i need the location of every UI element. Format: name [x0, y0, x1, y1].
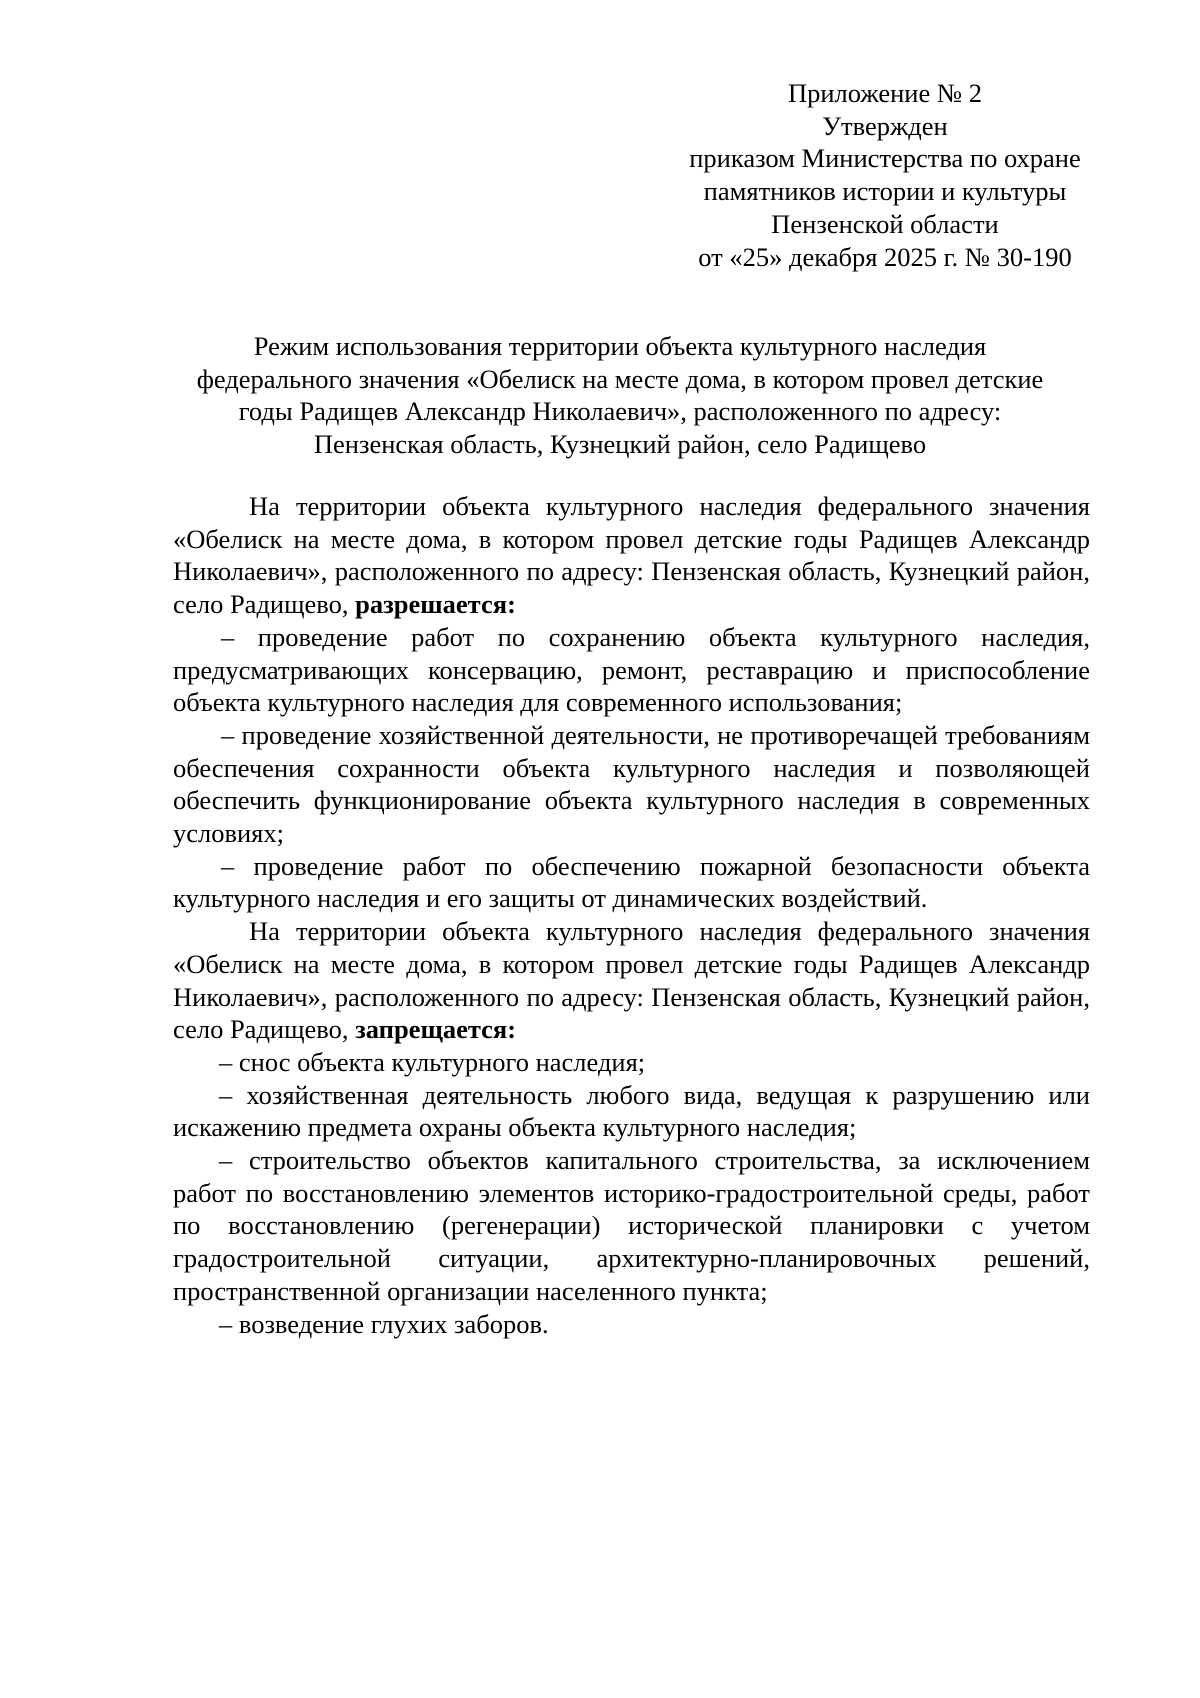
allowed-intro-text: На территории объекта культурного наследия федерального значения «Обелиск на месте дома, в котором провел детские годы Радищев Александр Николаевич», расположенного по адресу: Пензенская область, Кузнецкий район, село Радищево,	[173, 491, 1090, 620]
forbidden-intro-text: На территории объекта культурного наследия федерального значения «Обелиск на месте дома, в котором провел детские годы Радищев Александр Николаевич», расположенного по адресу: Пензенская область, Кузнецкий район, село Радищево,	[173, 916, 1090, 1045]
forbidden-keyword: запрещается:	[355, 1014, 517, 1045]
forbidden-item: – хозяйственная деятельность любого вида, ведущая к разрушению или искажению предмета охраны объекта культурного наследия;	[173, 1079, 1090, 1143]
allowed-item: – проведение работ по сохранению объекта культурного наследия, предусматривающих консервацию, ремонт, реставрацию и приспособление объекта культурного наследия для современного использования;	[173, 621, 1090, 718]
approval-block	[680, 77, 1090, 273]
appendix-number: Приложение № 2	[787, 78, 982, 108]
approved-label: Утвержден	[822, 110, 948, 141]
title-line: годы Радищев Александр Николаевич», расположенного по адресу:	[238, 396, 1002, 427]
approval-ministry-line: памятников истории и культуры	[703, 176, 1067, 207]
title-line: федерального значения «Обелиск на месте дома, в котором провел детские	[196, 363, 1044, 394]
forbidden-item: – возведение глухих заборов.	[219, 1308, 549, 1339]
allowed-keyword: разрешается:	[355, 589, 516, 620]
forbidden-item: – строительство объектов капитального строительства, за исключением работ по восстановлению элементов историко-градостроительной среды, работ по восстановлению (регенерации) исторической планировки с учетом градостроительной ситуации, архитектурно-планировочных решений, пространственной организации населенного пункта;	[173, 1145, 1090, 1306]
allowed-intro-paragraph	[173, 490, 1090, 621]
title-line: Пензенская область, Кузнецкий район, село Радищево	[313, 429, 927, 460]
forbidden-intro-paragraph	[173, 915, 1090, 1046]
approval-region-line: Пензенской области	[771, 208, 999, 239]
allowed-item: – проведение работ по обеспечению пожарной безопасности объекта культурного наследия и его защиты от динамических воздействий.	[173, 850, 1090, 914]
allowed-item: – проведение хозяйственной деятельности, не противоречащей требованиям обеспечения сохранности объекта культурного наследия и позволяющей обеспечить функционирование объекта культурного наследия в современных условиях;	[173, 719, 1090, 849]
approval-order-line: приказом Министерства по охране	[689, 143, 1081, 174]
title-line: Режим использования территории объекта культурного наследия	[253, 331, 987, 361]
forbidden-item: – снос объекта культурного наследия;	[219, 1046, 646, 1077]
document-title	[150, 330, 1090, 461]
approval-date-line: от «25» декабря 2025 г. № 30-190	[698, 241, 1072, 272]
document-body	[173, 490, 1090, 1340]
